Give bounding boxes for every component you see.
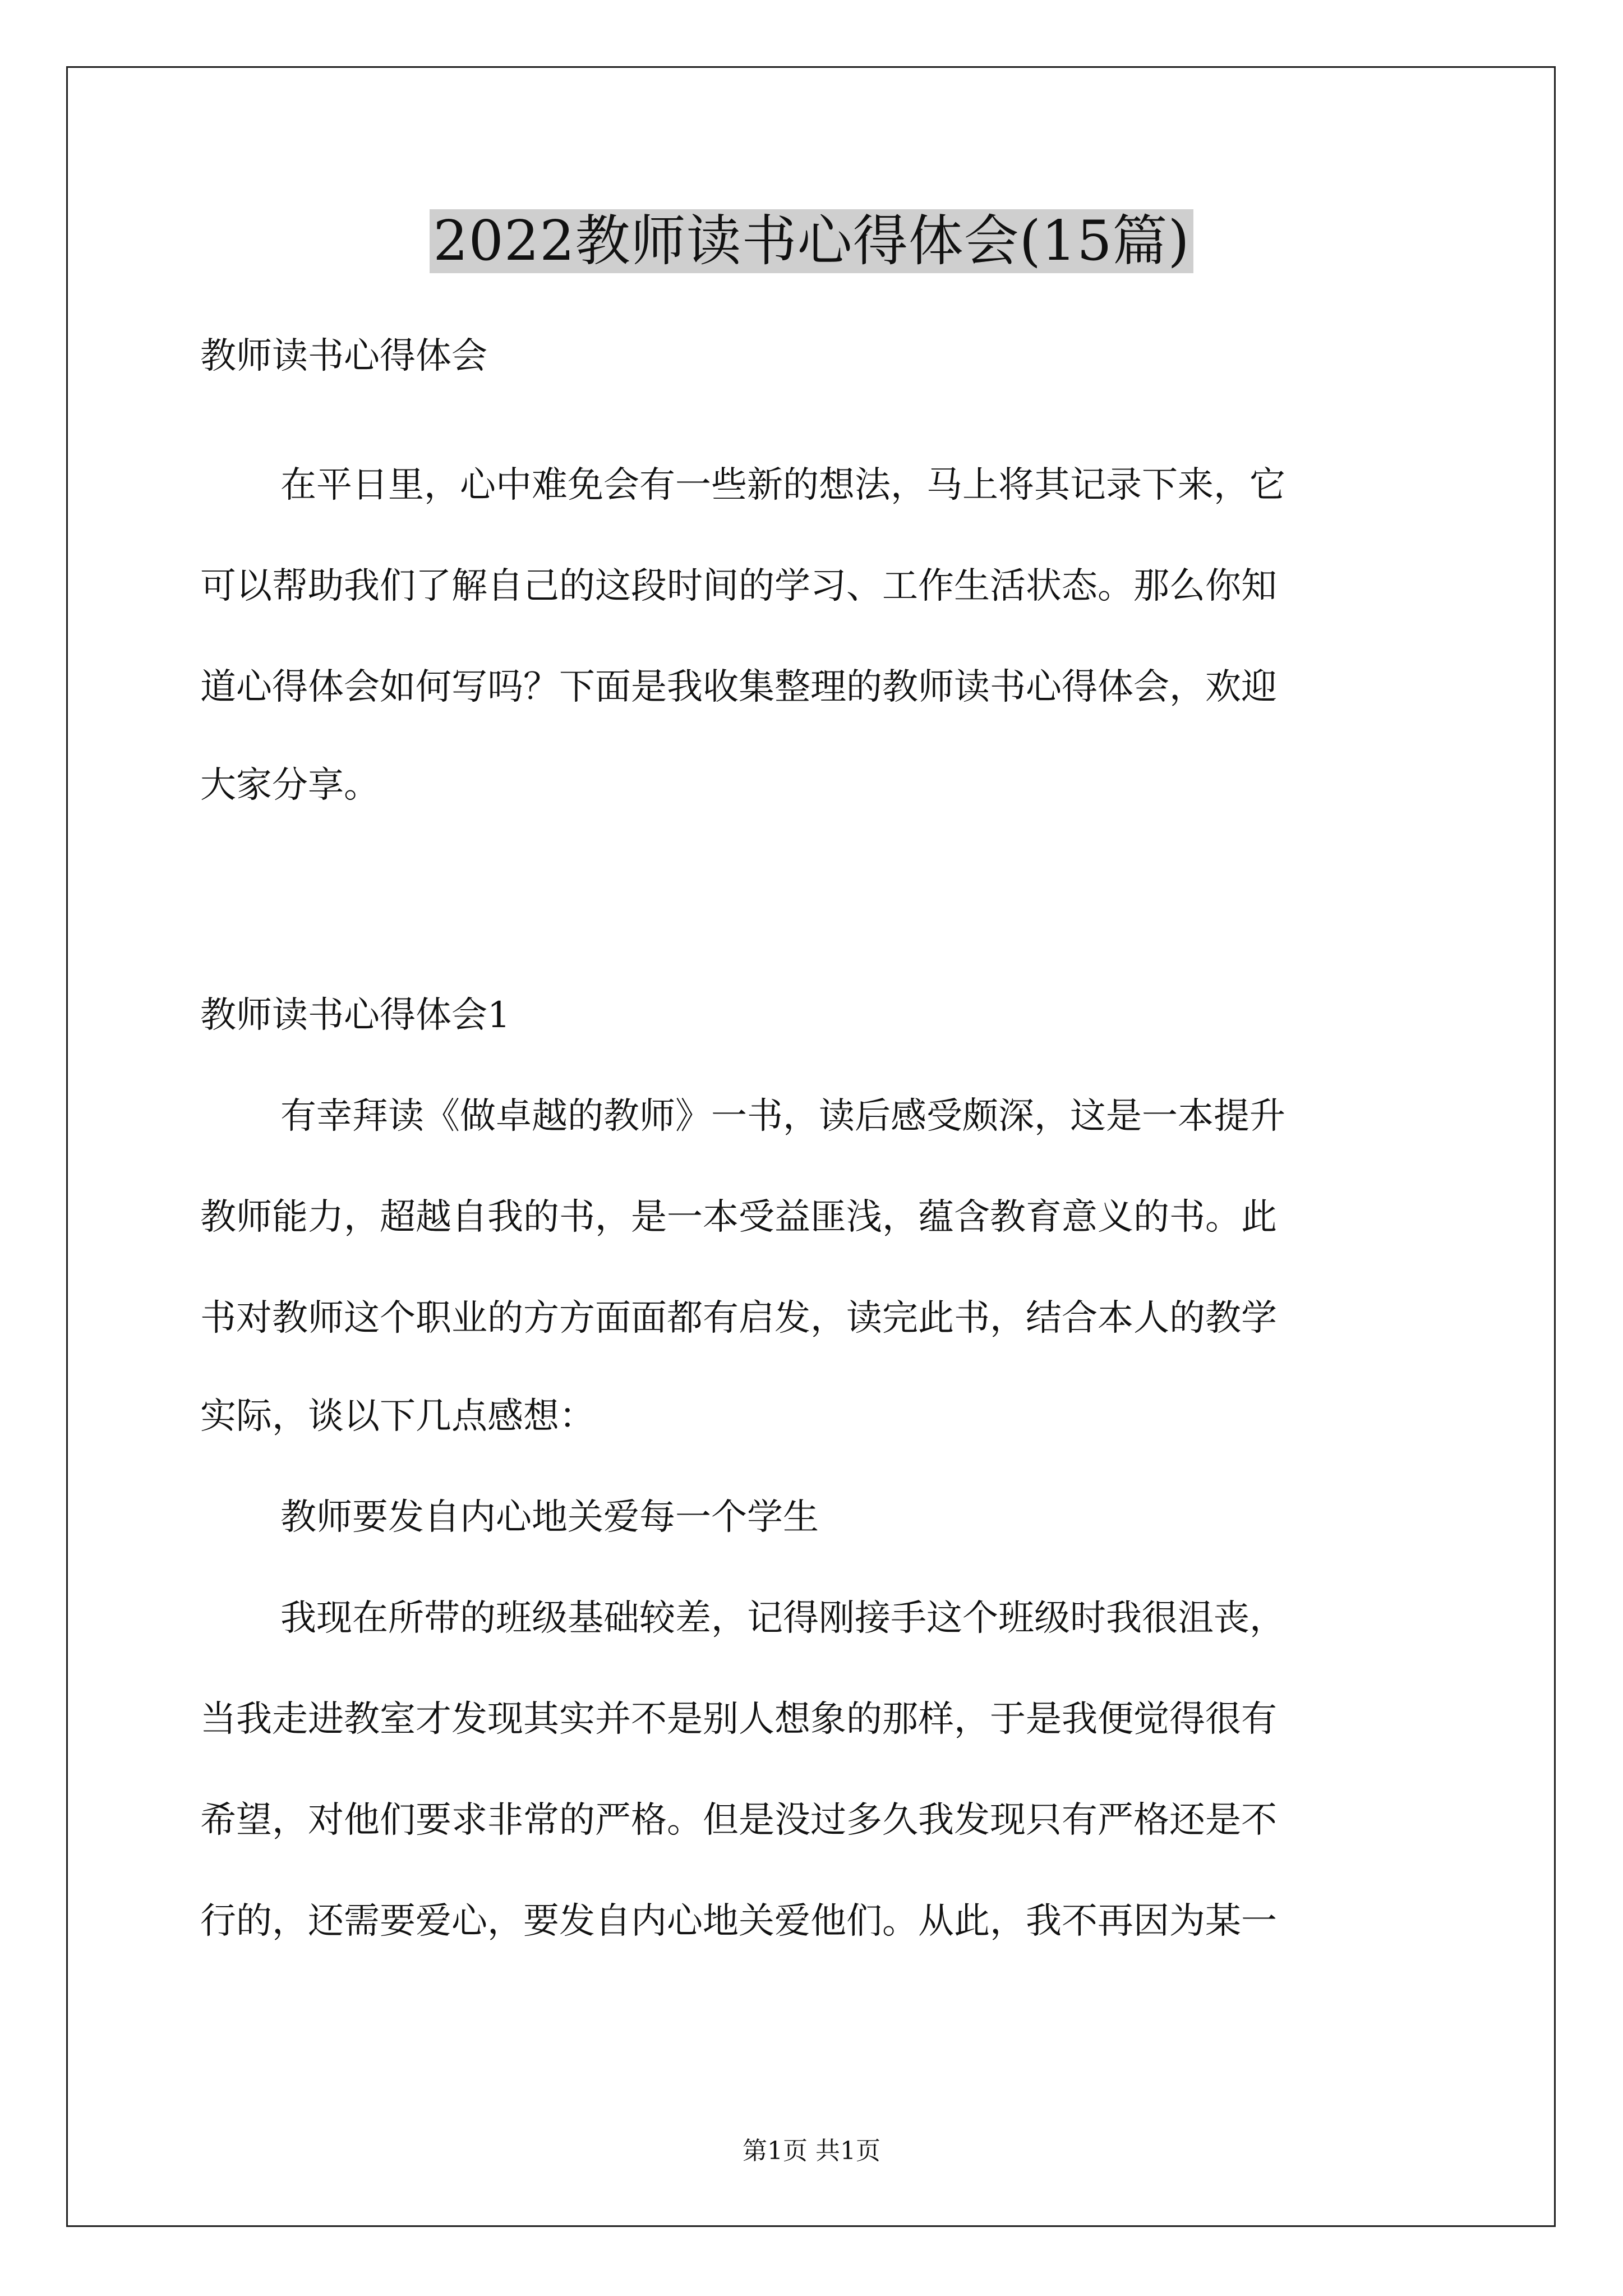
section-heading: 教师读书心得体会1 [200,995,510,1036]
paragraph-line: 在平日里，心中难免会有一些新的想法，马上将其记录下来，它 [280,464,1285,506]
subheading-line: 教师要发自内心地关爱每一个学生 [280,1497,819,1538]
document-title-text: 2022教师读书心得体会(15篇) [430,209,1193,273]
paragraph-line: 教师能力，超越自我的书，是一本受益匪浅，蕴含教育意义的书。此 [200,1197,1277,1238]
paragraph-line: 当我走进教室才发现其实并不是别人想象的那样，于是我便觉得很有 [200,1699,1277,1740]
paragraph-line: 书对教师这个职业的方方面面都有启发，读完此书，结合本人的教学 [200,1297,1277,1339]
document-title [0,202,1623,280]
paragraph-line: 可以帮助我们了解自己的这段时间的学习、工作生活状态。那么你知 [200,565,1277,607]
section-heading: 教师读书心得体会 [200,335,487,377]
paragraph-line: 实际，谈以下几点感想： [200,1396,595,1437]
paragraph-line: 大家分享。 [200,765,380,806]
paragraph-line: 我现在所带的班级基础较差，记得刚接手这个班级时我很沮丧， [280,1598,1285,1639]
paragraph-line: 有幸拜读《做卓越的教师》一书，读后感受颇深，这是一本提升 [280,1096,1285,1137]
paragraph-line: 道心得体会如何写吗？下面是我收集整理的教师读书心得体会，欢迎 [200,666,1277,708]
paragraph-line: 希望，对他们要求非常的严格。但是没过多久我发现只有严格还是不 [200,1800,1277,1841]
paragraph-line: 行的，还需要爱心，要发自内心地关爱他们。从此，我不再因为某一 [200,1901,1277,1942]
page-footer: 第1页 共1页 [743,2137,880,2165]
